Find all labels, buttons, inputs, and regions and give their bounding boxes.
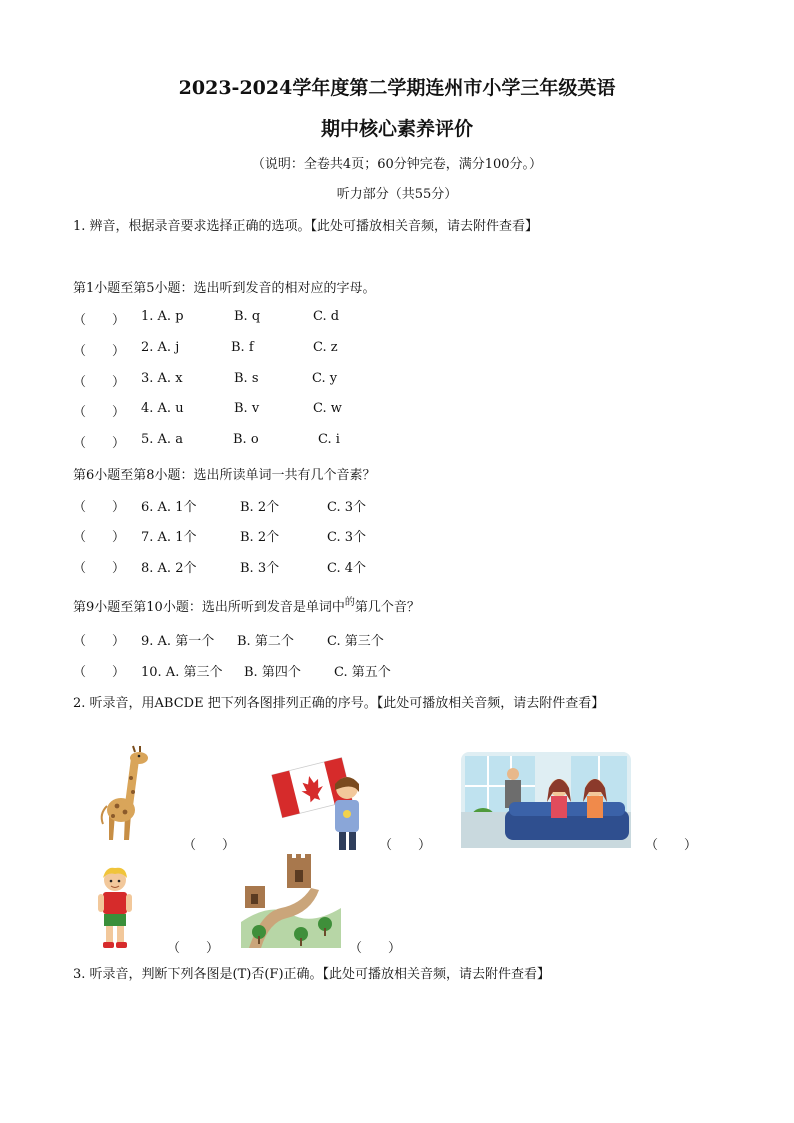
picture-blank[interactable]: （ ） — [645, 838, 698, 853]
question-row — [73, 496, 673, 514]
group3-heading-text: 第9小题至第10小题：选出所听到发音是单词中 — [73, 600, 345, 615]
option-c: C. 第五个 — [334, 665, 391, 680]
option-b: B. v — [234, 401, 260, 416]
great-wall-picture — [241, 852, 341, 948]
option-a: 10. A. 第三个 — [141, 665, 223, 680]
option-a: 5. A. a — [141, 432, 183, 447]
option-a: 8. A. 2个 — [141, 561, 197, 576]
option-c: C. i — [318, 432, 340, 447]
question-row — [73, 432, 673, 450]
option-a: 1. A. p — [141, 309, 184, 324]
answer-blank[interactable]: （ ） — [73, 436, 126, 451]
part2-heading: 2. 听录音，用ABCDE 把下列各图排列正确的序号。【此处可播放相关音频，请去附件查看】 — [73, 696, 605, 711]
group1-heading: 第1小题至第5小题：选出听到发音的相对应的字母。 — [73, 281, 376, 296]
answer-blank[interactable]: （ ） — [73, 375, 126, 390]
option-a: 3. A. x — [141, 371, 183, 386]
option-c: C. 3个 — [327, 500, 367, 515]
option-a: 4. A. u — [141, 401, 184, 416]
question-row — [73, 661, 673, 679]
option-b: B. 第二个 — [237, 634, 294, 649]
option-a: 6. A. 1个 — [141, 500, 197, 515]
option-b: B. q — [234, 309, 261, 324]
family-living-room-picture — [461, 752, 631, 848]
answer-blank[interactable]: （ ） — [73, 530, 126, 545]
question-row — [73, 526, 673, 544]
picture-blank[interactable]: （ ） — [349, 941, 402, 956]
exam-subtitle: 期中核心素养评价 — [320, 118, 473, 140]
option-b: B. o — [233, 432, 259, 447]
option-c: C. z — [313, 340, 338, 355]
option-c: C. 3个 — [327, 530, 367, 545]
option-a: 2. A. j — [141, 340, 180, 355]
option-a: 7. A. 1个 — [141, 530, 197, 545]
question-row — [73, 630, 673, 648]
answer-blank[interactable]: （ ） — [73, 634, 126, 649]
option-b: B. f — [231, 340, 254, 355]
part1-heading: 1. 辨音，根据录音要求选择正确的选项。【此处可播放相关音频，请去附件查看】 — [73, 219, 539, 234]
group3-heading-sup: 的 — [344, 597, 355, 608]
question-row — [73, 371, 673, 389]
answer-blank[interactable]: （ ） — [73, 405, 126, 420]
picture-blank[interactable]: （ ） — [379, 838, 432, 853]
option-b: B. 第四个 — [244, 665, 301, 680]
part3-heading: 3. 听录音，判断下列各图是(T)否(F)正确。【此处可播放相关音频，请去附件查看】 — [73, 967, 551, 982]
option-c: C. d — [313, 309, 340, 324]
answer-blank[interactable]: （ ） — [73, 500, 126, 515]
answer-blank[interactable]: （ ） — [73, 344, 126, 359]
giraffe-picture — [95, 744, 155, 846]
boy-picture — [94, 866, 136, 950]
answer-blank[interactable]: （ ） — [73, 561, 126, 576]
exam-note: （说明：全卷共4页；60分钟完卷，满分100分。） — [251, 157, 543, 172]
option-c: C. y — [312, 371, 338, 386]
question-row — [73, 557, 673, 575]
answer-blank[interactable]: （ ） — [73, 313, 126, 328]
option-b: B. 2个 — [240, 500, 280, 515]
option-c: C. 第三个 — [327, 634, 384, 649]
exam-title: 2023-2024学年度第二学期连州市小学三年级英语 — [178, 77, 616, 99]
option-c: C. w — [313, 401, 342, 416]
group2-heading: 第6小题至第8小题：选出所读单词一共有几个音素？ — [73, 468, 376, 483]
question-row — [73, 309, 673, 327]
question-row — [73, 401, 673, 419]
option-b: B. s — [234, 371, 259, 386]
picture-blank[interactable]: （ ） — [167, 941, 220, 956]
option-a: 9. A. 第一个 — [141, 634, 215, 649]
canada-flag-girl-picture — [271, 752, 369, 852]
picture-blank[interactable]: （ ） — [183, 838, 236, 853]
group3-heading-text-end: 第几个音？ — [354, 600, 420, 615]
group3-heading — [73, 596, 420, 615]
question-row — [73, 340, 673, 358]
answer-blank[interactable]: （ ） — [73, 665, 126, 680]
section-listening: 听力部分（共55分） — [336, 187, 458, 202]
option-b: B. 3个 — [240, 561, 280, 576]
option-c: C. 4个 — [327, 561, 367, 576]
option-b: B. 2个 — [240, 530, 280, 545]
